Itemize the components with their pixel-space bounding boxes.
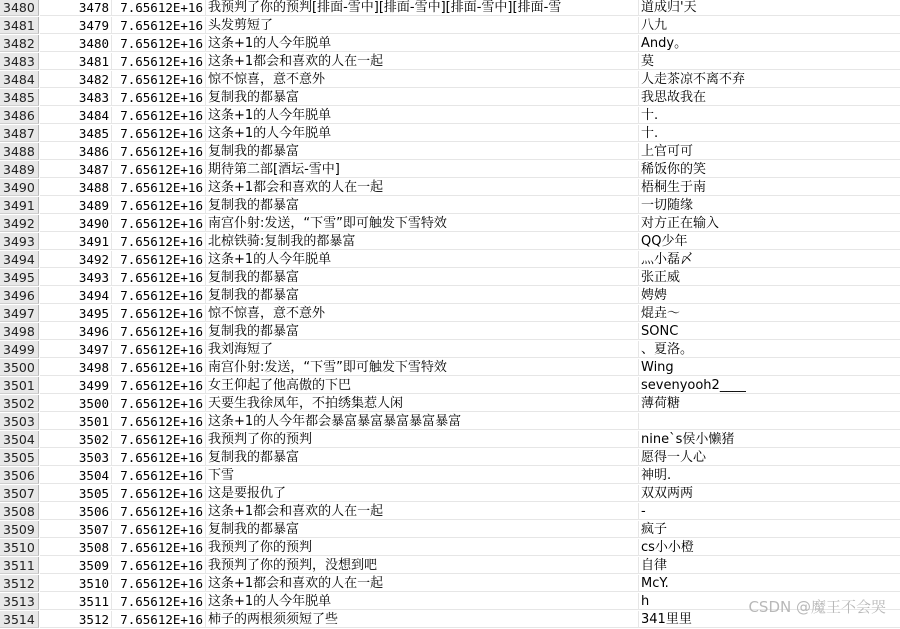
row-header[interactable]: 3501: [0, 377, 39, 394]
row-header[interactable]: 3481: [0, 17, 39, 34]
cell-username[interactable]: 、夏洛。: [639, 341, 900, 358]
row-header[interactable]: 3495: [0, 269, 39, 286]
cell-id[interactable]: 7.65612E+16: [112, 161, 206, 178]
row-header[interactable]: 3509: [0, 521, 39, 538]
row-header[interactable]: 3500: [0, 359, 39, 376]
cell-index[interactable]: 3503: [40, 449, 112, 466]
cell-id[interactable]: 7.65612E+16: [112, 233, 206, 250]
cell-id[interactable]: 7.65612E+16: [112, 71, 206, 88]
row-header[interactable]: 3494: [0, 251, 39, 268]
row-header[interactable]: 3483: [0, 53, 39, 70]
row-header[interactable]: 3505: [0, 449, 39, 466]
cell-id[interactable]: 7.65612E+16: [112, 197, 206, 214]
cell-username[interactable]: 梧桐生于南: [639, 179, 900, 196]
table-row[interactable]: [0, 89, 900, 107]
cell-username[interactable]: 愿得一人心: [639, 449, 900, 466]
row-header[interactable]: 3480: [0, 0, 39, 16]
row-header[interactable]: 3496: [0, 287, 39, 304]
cell-comment[interactable]: 这条+1的人今年都会暴富暴富暴富暴富暴富: [206, 413, 639, 430]
cell-id[interactable]: 7.65612E+16: [112, 305, 206, 322]
cell-username[interactable]: QQ少年: [639, 233, 900, 250]
cell-id[interactable]: 7.65612E+16: [112, 395, 206, 412]
cell-username[interactable]: SONC: [639, 323, 900, 340]
cell-id[interactable]: 7.65612E+16: [112, 341, 206, 358]
row-header[interactable]: 3484: [0, 71, 39, 88]
cell-username[interactable]: 对方正在输入: [639, 215, 900, 232]
cell-comment[interactable]: 柿子的两根须须短了些: [206, 611, 639, 628]
cell-username[interactable]: 十.: [639, 125, 900, 142]
cell-username[interactable]: [639, 413, 900, 430]
cell-index[interactable]: 3486: [40, 143, 112, 160]
cell-id[interactable]: 7.65612E+16: [112, 521, 206, 538]
cell-username[interactable]: 莫: [639, 53, 900, 70]
row-header[interactable]: 3493: [0, 233, 39, 250]
cell-comment[interactable]: 复制我的都暴富: [206, 269, 639, 286]
table-row[interactable]: [0, 179, 900, 197]
cell-index[interactable]: 3501: [40, 413, 112, 430]
cell-id[interactable]: 7.65612E+16: [112, 485, 206, 502]
cell-index[interactable]: 3506: [40, 503, 112, 520]
cell-index[interactable]: 3495: [40, 305, 112, 322]
cell-index[interactable]: 3478: [40, 0, 112, 16]
row-header[interactable]: 3491: [0, 197, 39, 214]
table-row[interactable]: [0, 323, 900, 341]
cell-comment[interactable]: 惊不惊喜，意不意外: [206, 305, 639, 322]
cell-username[interactable]: McY.: [639, 575, 900, 592]
cell-index[interactable]: 3508: [40, 539, 112, 556]
cell-id[interactable]: 7.65612E+16: [112, 287, 206, 304]
cell-comment[interactable]: 南宫仆射:发送，“下雪”即可触发下雪特效: [206, 215, 639, 232]
cell-comment[interactable]: 我预判了你的预判[排面-雪中][排面-雪中][排面-雪中][排面-雪: [206, 0, 639, 16]
cell-index[interactable]: 3493: [40, 269, 112, 286]
table-row[interactable]: [0, 197, 900, 215]
cell-username[interactable]: 焜垚～: [639, 305, 900, 322]
row-header[interactable]: 3508: [0, 503, 39, 520]
table-row[interactable]: [0, 341, 900, 359]
cell-index[interactable]: 3504: [40, 467, 112, 484]
cell-comment[interactable]: 头发剪短了: [206, 17, 639, 34]
cell-username[interactable]: 人走茶凉不离不弃: [639, 71, 900, 88]
row-header[interactable]: 3510: [0, 539, 39, 556]
table-row[interactable]: [0, 143, 900, 161]
cell-index[interactable]: 3497: [40, 341, 112, 358]
row-header[interactable]: 3485: [0, 89, 39, 106]
row-header[interactable]: 3490: [0, 179, 39, 196]
cell-username[interactable]: 薄荷糖: [639, 395, 900, 412]
row-header[interactable]: 3486: [0, 107, 39, 124]
cell-index[interactable]: 3484: [40, 107, 112, 124]
cell-username[interactable]: 八九: [639, 17, 900, 34]
row-header[interactable]: 3497: [0, 305, 39, 322]
cell-comment[interactable]: 女王仰起了他高傲的下巴: [206, 377, 639, 394]
cell-id[interactable]: 7.65612E+16: [112, 17, 206, 34]
cell-index[interactable]: 3481: [40, 53, 112, 70]
table-row[interactable]: [0, 71, 900, 89]
row-header[interactable]: 3511: [0, 557, 39, 574]
cell-comment[interactable]: 我预判了你的预判: [206, 431, 639, 448]
cell-comment[interactable]: 这条+1都会和喜欢的人在一起: [206, 503, 639, 520]
table-row[interactable]: [0, 287, 900, 305]
cell-username[interactable]: 一切随缘: [639, 197, 900, 214]
table-row[interactable]: [0, 485, 900, 503]
cell-comment[interactable]: 我预判了你的预判，没想到吧: [206, 557, 639, 574]
table-row[interactable]: [0, 17, 900, 35]
cell-comment[interactable]: 这条+1的人今年脱单: [206, 107, 639, 124]
cell-username[interactable]: -: [639, 503, 900, 520]
cell-index[interactable]: 3510: [40, 575, 112, 592]
cell-comment[interactable]: 复制我的都暴富: [206, 323, 639, 340]
cell-id[interactable]: 7.65612E+16: [112, 53, 206, 70]
row-header[interactable]: 3503: [0, 413, 39, 430]
cell-comment[interactable]: 这条+1的人今年脱单: [206, 251, 639, 268]
table-row[interactable]: [0, 521, 900, 539]
cell-id[interactable]: 7.65612E+16: [112, 323, 206, 340]
table-row[interactable]: [0, 305, 900, 323]
cell-index[interactable]: 3496: [40, 323, 112, 340]
row-header[interactable]: 3512: [0, 575, 39, 592]
cell-id[interactable]: 7.65612E+16: [112, 449, 206, 466]
cell-comment[interactable]: 我预判了你的预判: [206, 539, 639, 556]
cell-comment[interactable]: 我刘海短了: [206, 341, 639, 358]
cell-comment[interactable]: 这条+1都会和喜欢的人在一起: [206, 575, 639, 592]
table-row[interactable]: [0, 125, 900, 143]
cell-index[interactable]: 3511: [40, 593, 112, 610]
cell-id[interactable]: 7.65612E+16: [112, 125, 206, 142]
cell-index[interactable]: 3482: [40, 71, 112, 88]
table-row[interactable]: [0, 359, 900, 377]
cell-index[interactable]: 3485: [40, 125, 112, 142]
cell-index[interactable]: 3480: [40, 35, 112, 52]
cell-id[interactable]: 7.65612E+16: [112, 503, 206, 520]
cell-id[interactable]: 7.65612E+16: [112, 35, 206, 52]
csdn-watermark: CSDN @魔王不会哭: [748, 598, 886, 616]
cell-id[interactable]: 7.65612E+16: [112, 251, 206, 268]
cell-comment[interactable]: 天要生我徐凤年，不拍绣集惹人闲: [206, 395, 639, 412]
cell-username[interactable]: 十.: [639, 107, 900, 124]
cell-index[interactable]: 3507: [40, 521, 112, 538]
cell-username[interactable]: Wing: [639, 359, 900, 376]
row-header[interactable]: 3492: [0, 215, 39, 232]
cell-comment[interactable]: 这条+1的人今年脱单: [206, 35, 639, 52]
cell-id[interactable]: 7.65612E+16: [112, 215, 206, 232]
cell-index[interactable]: 3488: [40, 179, 112, 196]
cell-id[interactable]: 7.65612E+16: [112, 575, 206, 592]
cell-comment[interactable]: 惊不惊喜，意不意外: [206, 71, 639, 88]
cell-username[interactable]: 双双两两: [639, 485, 900, 502]
row-header[interactable]: 3514: [0, 611, 39, 628]
cell-comment[interactable]: 复制我的都暴富: [206, 197, 639, 214]
cell-username[interactable]: 神明.: [639, 467, 900, 484]
cell-comment[interactable]: 北椋铁骑:复制我的都暴富: [206, 233, 639, 250]
table-row[interactable]: [0, 251, 900, 269]
table-row[interactable]: [0, 161, 900, 179]
cell-id[interactable]: 7.65612E+16: [112, 467, 206, 484]
cell-username[interactable]: 自律: [639, 557, 900, 574]
row-header[interactable]: 3502: [0, 395, 39, 412]
cell-comment[interactable]: 期待第二部[酒坛-雪中]: [206, 161, 639, 178]
row-header[interactable]: 3513: [0, 593, 39, 610]
cell-comment[interactable]: 这是要报仇了: [206, 485, 639, 502]
cell-id[interactable]: 7.65612E+16: [112, 377, 206, 394]
row-header[interactable]: 3499: [0, 341, 39, 358]
cell-comment[interactable]: 复制我的都暴富: [206, 521, 639, 538]
cell-id[interactable]: 7.65612E+16: [112, 89, 206, 106]
cell-index[interactable]: 3499: [40, 377, 112, 394]
cell-comment[interactable]: 这条+1的人今年脱单: [206, 125, 639, 142]
cell-comment[interactable]: 下雪: [206, 467, 639, 484]
cell-username[interactable]: 娉娉: [639, 287, 900, 304]
cell-index[interactable]: 3492: [40, 251, 112, 268]
row-header[interactable]: 3498: [0, 323, 39, 340]
table-row[interactable]: [0, 467, 900, 485]
cell-comment[interactable]: 南宫仆射:发送，“下雪”即可触发下雪特效: [206, 359, 639, 376]
cell-id[interactable]: 7.65612E+16: [112, 539, 206, 556]
table-row[interactable]: [0, 395, 900, 413]
cell-id[interactable]: 7.65612E+16: [112, 107, 206, 124]
cell-username[interactable]: h: [639, 593, 900, 610]
cell-index[interactable]: 3502: [40, 431, 112, 448]
cell-username[interactable]: 疯子: [639, 521, 900, 538]
cell-id[interactable]: 7.65612E+16: [112, 431, 206, 448]
table-row[interactable]: [0, 53, 900, 71]
cell-id[interactable]: 7.65612E+16: [112, 179, 206, 196]
row-header[interactable]: 3504: [0, 431, 39, 448]
cell-index[interactable]: 3494: [40, 287, 112, 304]
table-row[interactable]: [0, 233, 900, 251]
cell-id[interactable]: 7.65612E+16: [112, 611, 206, 628]
cell-username[interactable]: nine`s侯小懒猪: [639, 431, 900, 448]
cell-id[interactable]: 7.65612E+16: [112, 593, 206, 610]
cell-username[interactable]: Andy。: [639, 35, 900, 52]
table-row[interactable]: [0, 377, 900, 395]
cell-index[interactable]: 3490: [40, 215, 112, 232]
cell-id[interactable]: 7.65612E+16: [112, 557, 206, 574]
cell-comment[interactable]: 复制我的都暴富: [206, 449, 639, 466]
cell-id[interactable]: 7.65612E+16: [112, 143, 206, 160]
cell-id[interactable]: 7.65612E+16: [112, 359, 206, 376]
row-header[interactable]: 3487: [0, 125, 39, 142]
row-header[interactable]: 3506: [0, 467, 39, 484]
cell-comment[interactable]: 这条+1都会和喜欢的人在一起: [206, 179, 639, 196]
row-header[interactable]: 3482: [0, 35, 39, 52]
cell-username[interactable]: 341里里: [639, 611, 900, 628]
cell-id[interactable]: 7.65612E+16: [112, 413, 206, 430]
cell-username[interactable]: 灬小磊〆: [639, 251, 900, 268]
cell-index[interactable]: 3505: [40, 485, 112, 502]
cell-username[interactable]: 稀饭你的笑: [639, 161, 900, 178]
cell-username[interactable]: cs小小橙: [639, 539, 900, 556]
table-row[interactable]: [0, 575, 900, 593]
table-row[interactable]: [0, 449, 900, 467]
table-row[interactable]: [0, 269, 900, 287]
cell-username[interactable]: 张正威: [639, 269, 900, 286]
cell-comment[interactable]: 复制我的都暴富: [206, 287, 639, 304]
cell-username[interactable]: sevenyooh2____: [639, 377, 900, 394]
table-row[interactable]: [0, 413, 900, 431]
cell-index[interactable]: 3491: [40, 233, 112, 250]
table-row[interactable]: [0, 557, 900, 575]
cell-index[interactable]: 3498: [40, 359, 112, 376]
row-header[interactable]: 3489: [0, 161, 39, 178]
cell-index[interactable]: 3489: [40, 197, 112, 214]
table-row[interactable]: [0, 107, 900, 125]
cell-comment[interactable]: 复制我的都暴富: [206, 143, 639, 160]
table-row[interactable]: [0, 431, 900, 449]
row-header[interactable]: 3507: [0, 485, 39, 502]
table-row[interactable]: [0, 35, 900, 53]
table-row[interactable]: [0, 539, 900, 557]
row-header[interactable]: 3488: [0, 143, 39, 160]
cell-id[interactable]: 7.65612E+16: [112, 269, 206, 286]
cell-comment[interactable]: 这条+1的人今年脱单: [206, 593, 639, 610]
cell-username[interactable]: 我思故我在: [639, 89, 900, 106]
table-row[interactable]: [0, 503, 900, 521]
cell-index[interactable]: 3500: [40, 395, 112, 412]
cell-index[interactable]: 3483: [40, 89, 112, 106]
cell-index[interactable]: 3479: [40, 17, 112, 34]
cell-comment[interactable]: 这条+1都会和喜欢的人在一起: [206, 53, 639, 70]
table-row[interactable]: [0, 0, 900, 17]
cell-comment[interactable]: 复制我的都暴富: [206, 89, 639, 106]
table-row[interactable]: [0, 215, 900, 233]
cell-index[interactable]: 3509: [40, 557, 112, 574]
cell-index[interactable]: 3512: [40, 611, 112, 628]
cell-username[interactable]: 道成归'天: [639, 0, 900, 16]
cell-id[interactable]: 7.65612E+16: [112, 0, 206, 16]
cell-username[interactable]: 上官可可: [639, 143, 900, 160]
cell-index[interactable]: 3487: [40, 161, 112, 178]
